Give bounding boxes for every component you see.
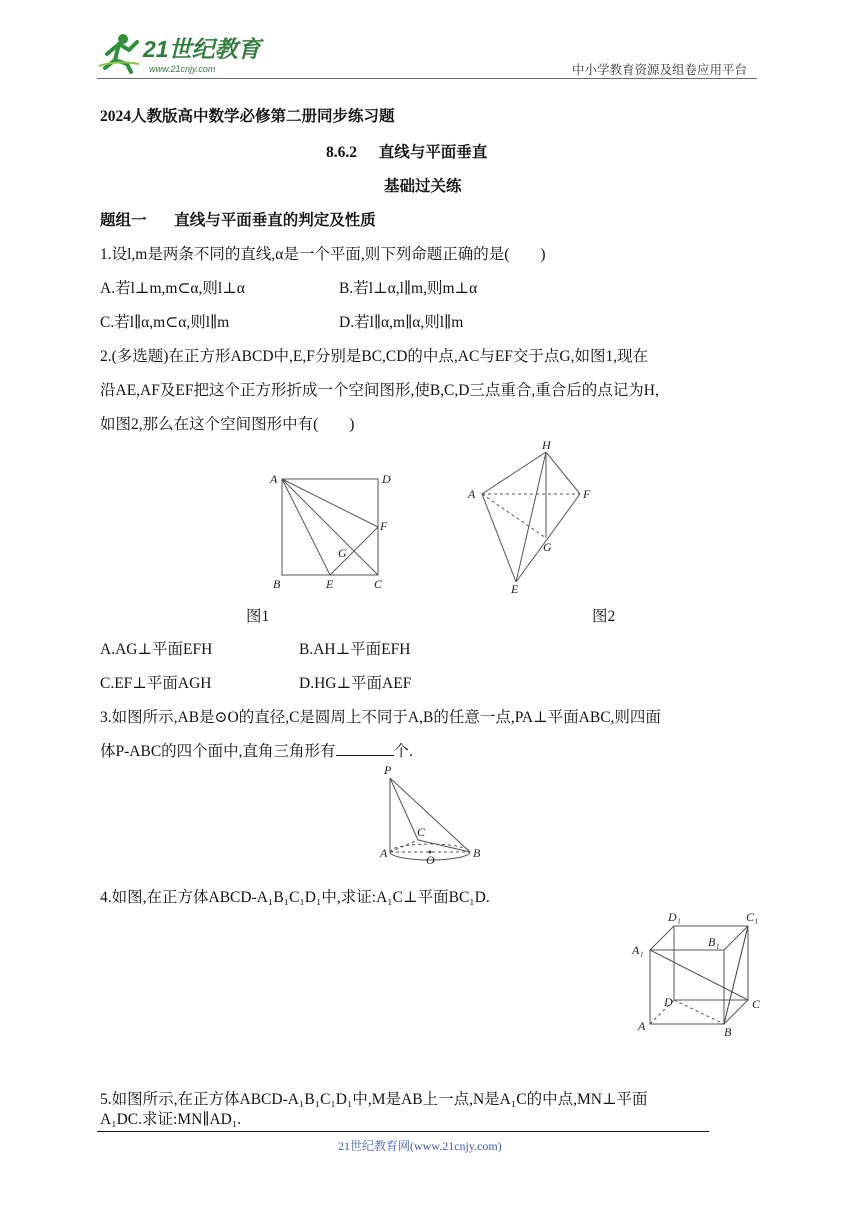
q2-fig2-caption: 图2 xyxy=(592,608,616,625)
q1-option-a: A.若l⊥m,m⊂α,则l⊥α xyxy=(100,280,245,297)
q3-figure xyxy=(374,764,494,875)
q2-option-a: A.AG⊥平面EFH xyxy=(100,641,213,658)
q2-option-c: C.EF⊥平面AGH xyxy=(100,675,212,692)
q3-fig-label-a: A xyxy=(380,846,388,860)
fig1-label-b: B xyxy=(273,577,281,591)
footer-divider xyxy=(97,1131,709,1132)
q3-line2 xyxy=(100,739,413,761)
fig2-label-e: E xyxy=(511,582,519,596)
fig2-label-g: G xyxy=(543,540,552,554)
logo-url: www.21cnjy.com xyxy=(149,64,216,74)
q3-line2-before: 体P-ABC的四个面中,直角三角形有 xyxy=(100,743,336,760)
q1-option-c: C.若l∥α,m⊂α,则l∥m xyxy=(100,314,230,331)
q3-fig-label-b: B xyxy=(473,846,481,860)
fig1-label-f: F xyxy=(380,519,388,533)
q4-fig-label-b: B xyxy=(724,1025,732,1039)
q3-line1: 3.如图所示,AB是⊙O的直径,C是圆周上不同于A,B的任意一点,PA⊥平面ABC,则四面 xyxy=(100,709,661,726)
fig2-label-a: A xyxy=(468,487,476,501)
q5-line2: A₁DC.求证:MN∥AD₁. xyxy=(100,1111,242,1128)
q1-option-d: D.若l∥α,m∥α,则l∥m xyxy=(339,314,464,331)
q2-line1: 2.(多选题)在正方形ABCD中,E,F分别是BC,CD的中点,AC与EF交于点G,如图1,现在 xyxy=(100,348,649,365)
q2-line2: 沿AE,AF及EF把这个正方形折成一个空间图形,使B,C,D三点重合,重合后的点记为H, xyxy=(100,382,659,399)
q3-answer-blank[interactable] xyxy=(336,741,394,756)
q4-fig-label-b1: B₁ xyxy=(708,935,720,949)
header-slogan: 中小学教育资源及组卷应用平台 xyxy=(572,63,748,77)
q5-line2-wrap xyxy=(100,1112,241,1128)
q4-fig-label-a1: A₁ xyxy=(632,943,644,957)
q3-line2-after: 个. xyxy=(393,743,413,760)
q4-fig-label-c1: C₁ xyxy=(746,910,759,924)
q4-fig-label-c: C xyxy=(752,997,761,1011)
q4-fig-label-a: A xyxy=(638,1019,646,1033)
q1-option-b: B.若l⊥α,l∥m,则m⊥α xyxy=(339,280,478,297)
q3-fig-label-c: C xyxy=(417,825,426,839)
q2-option-d: D.HG⊥平面AEF xyxy=(299,675,412,692)
q5-line1: 5.如图所示,在正方体ABCD-A₁B₁C₁D₁中,M是AB上一点,N是A₁C的中点,MN⊥平面 xyxy=(100,1091,648,1108)
header-divider xyxy=(97,78,757,79)
subtitle: 基础过关练 xyxy=(384,178,462,195)
q4-fig-label-d: D xyxy=(664,995,673,1009)
runner-logo-icon xyxy=(99,34,139,72)
q2-figure-1 xyxy=(262,468,402,603)
q3-fig-label-o: O xyxy=(426,853,435,867)
fig2-label-h: H xyxy=(542,438,551,452)
q4-cube-figure xyxy=(626,908,776,1049)
fig1-label-e: E xyxy=(326,577,334,591)
group-heading xyxy=(100,208,376,230)
fig2-label-f: F xyxy=(583,487,591,501)
q4-stem: 4.如图,在正方体ABCD-A₁B₁C₁D₁中,求证:A₁C⊥平面BC₁D. xyxy=(100,889,490,906)
q2-figure-2 xyxy=(462,438,602,601)
footer-text[interactable]: 21世纪教育网(www.21cnjy.com) xyxy=(338,1139,502,1153)
doc-title: 2024人教版高中数学必修第二册同步练习题 xyxy=(100,108,395,125)
group-label: 题组一 xyxy=(100,212,147,229)
q4-fig-label-d1: D₁ xyxy=(668,910,681,924)
section-title: 直线与平面垂直 xyxy=(378,144,488,161)
q2-option-b: B.AH⊥平面EFH xyxy=(299,641,411,658)
fig1-label-g: G xyxy=(338,546,347,560)
logo-text: 21世纪教育 xyxy=(143,36,261,62)
section-heading xyxy=(326,140,487,162)
section-number: 8.6.2 xyxy=(326,144,357,161)
fig1-label-d: D xyxy=(382,472,391,486)
q2-line3: 如图2,那么在这个空间图形中有( ) xyxy=(100,416,355,433)
group-title: 直线与平面垂直的判定及性质 xyxy=(174,212,376,229)
q3-fig-label-p: P xyxy=(384,764,392,777)
logo xyxy=(97,30,267,76)
q2-fig1-caption: 图1 xyxy=(246,608,270,625)
fig1-label-c: C xyxy=(374,577,383,591)
fig1-label-a: A xyxy=(270,472,278,486)
q1-stem: 1.设l,m是两条不同的直线,α是一个平面,则下列命题正确的是( ) xyxy=(100,246,546,263)
